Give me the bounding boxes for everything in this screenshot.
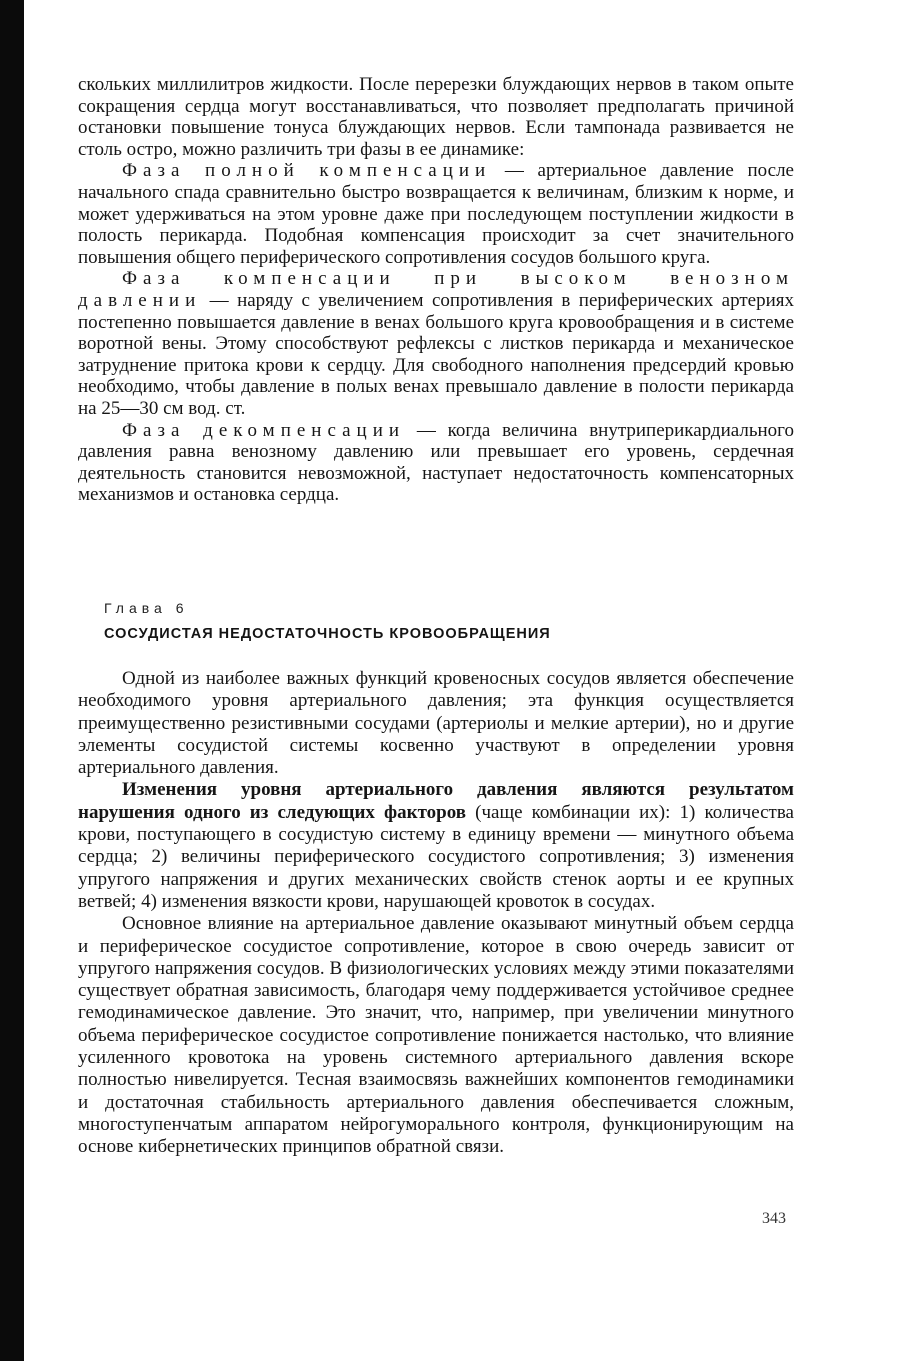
- phase-term: Фаза полной компенсации: [122, 160, 492, 182]
- phase-description: — наряду с увеличением сопротивления в периферических артериях постепенно повышается давление в венах большого круга кровообращения и в системе воротной вены. Этому способствуют рефлексы с листков перикарда и механическое затруднение притока крови к сердцу. Для свободного наполнения предсердий кровью необходимо, чтобы давление в полых венах превышало давление в полости перикарда на 25—30 см вод. ст.: [78, 289, 794, 419]
- chapter-body: [78, 668, 794, 1159]
- phase-description: — когда величина внутриперикардиального давления равна венозному давлению или превышает его уровень, сердечная деятельность становится невозможной, наступает недостаточность компенсаторных механизмов и остановка сердца.: [78, 419, 795, 506]
- chapter-label: Глава 6: [104, 600, 189, 616]
- phase-description: — артериальное давление после начального спада сравнительно быстро возвращается к величинам, близким к норме, и может удерживаться на этом уровне даже при последующем поступлении жидкости в полость перикарда. Подобная компенсация происходит за счет значительного повышения общего периферического сопротивления сосудов большого круга.: [78, 160, 794, 268]
- factor-list: (чаще комбинации их): 1) количества крови, поступающего в сосудистую систему в единицу времени — минутного объема сердца; 2) величины периферического сосудистого сопротивления; 3) изменения упругого напряжения и других механических свойств стенок аорты и ее крупных ветвей; 4) изменения вязкости крови, нарушающей кровоток в сосудах.: [78, 801, 794, 912]
- paragraph-phase-decompensation: [78, 420, 794, 506]
- emphasized-statement: Изменения уровня артериального давления являются результатом нарушения одного из следующих факторов: [78, 779, 794, 823]
- section-text: [78, 74, 794, 506]
- page-binding-edge: [0, 0, 24, 1361]
- paragraph-phase-high-venous: [78, 268, 794, 419]
- chapter-title: СОСУДИСТАЯ НЕДОСТАТОЧНОСТЬ КРОВООБРАЩЕНИЯ: [104, 626, 551, 642]
- paragraph-phase-full-compensation: [78, 160, 794, 268]
- paragraph-intro: скольких миллилитров жидкости. После перерезки блуждающих нервов в таком опыте сокращения сердца могут восстанавливаться, что позволяет предполагать причиной остановки повышение тонуса блуждающих нервов. Если тампонада развивается не столь остро, можно различить три фазы в ее динамике:: [78, 74, 794, 160]
- phase-term: Фаза компенсации при высоком венозном давлении: [78, 268, 794, 311]
- chapter-paragraph-1: Одной из наиболее важных функций кровеносных сосудов является обеспечение необходимого уровня артериального давления; эта функция осуществляется преимущественно резистивными сосудами (артериолы и мелкие артерии), но и другие элементы сосудистой системы косвенно участвуют в определении уровня артериального давления.: [78, 668, 794, 779]
- page-number: 343: [762, 1210, 786, 1227]
- chapter-paragraph-2: [78, 779, 794, 913]
- chapter-paragraph-3: Основное влияние на артериальное давление оказывают минутный объем сердца и периферическое сосудистое сопротивление, которое в свою очередь зависит от упругого напряжения сосудов. В физиологических условиях между этими показателями существует обратная зависимость, благодаря чему поддерживается устойчивое среднее гемодинамическое давление. Это значит, что, например, при увеличении минутного объема периферическое сосудистое сопротивление понижается настолько, что влияние усиленного кровотока на уровень системного артериального давления вскоре полностью нивелируется. Тесная взаимосвязь важнейших компонентов гемодинамики и достаточная стабильность артериального давления обеспечивается сложным, многоступенчатым аппаратом нейрогуморального контроля, функционирующим на основе кибернетических принципов обратной связи.: [78, 913, 794, 1158]
- phase-term: Фаза декомпенсации: [122, 419, 406, 441]
